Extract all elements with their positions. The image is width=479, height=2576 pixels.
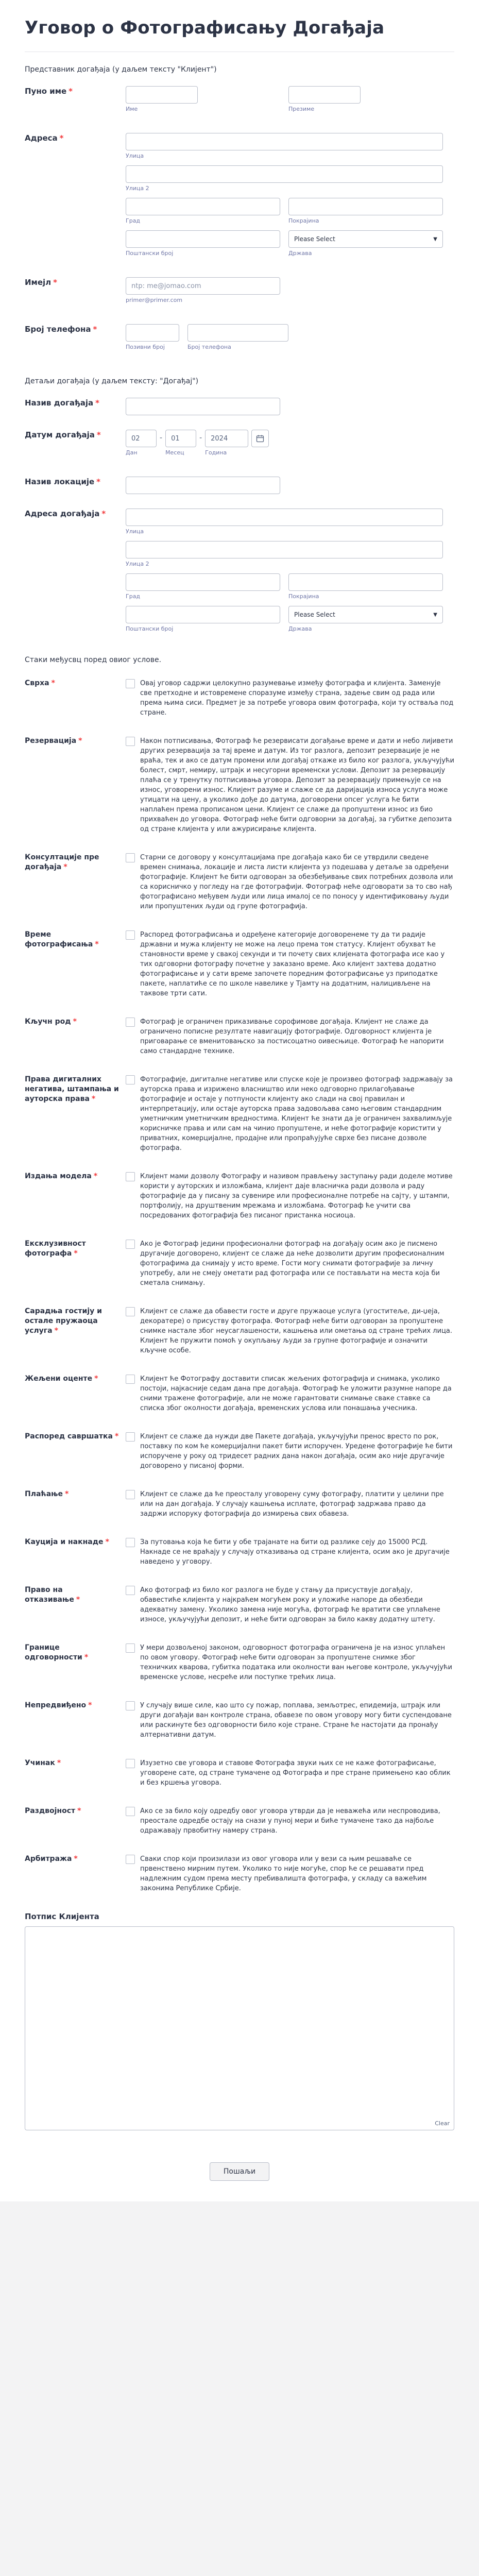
condition-label: Жељени оценте * (25, 1375, 98, 1383)
condition-checkbox[interactable] (126, 679, 135, 688)
form-title: Уговор о Фотографисању Догађаја (25, 18, 385, 38)
conditions-intro: Стаки међусвц поред овиог услове. (25, 656, 162, 664)
condition-label: Сврха * (25, 679, 55, 687)
event-state-input[interactable] (288, 573, 443, 591)
signature-row (0, 1903, 479, 2140)
condition-text: Фотографије, дигиталне негативе или спуске које је произвео фотограф задржавају за ауторска права и изрижено власништво или неко одговорно прилагођавање фотографије и остаје у потпуности клијенту ако слади на свој правилан и интерпретацију, или остаје ауторска права задовољава само његовим стандардним уметничким уметничким вредностима. Клијент ће знати да је ограничен захвалимљује корисничке права и или сам на чинио пропуштене, и неће фотографије користити у приватних, комерцијалне, продајне или пропраћујуће сврхе без писане дозволе фотографа. (140, 1076, 453, 1152)
condition-text: Сваки спор који произилази из овог уговора или у вези са њим решаваће се првенствено мирним путем. Уколико то није могуће, спор ће се решавати пред надлежним судом према месту пребивалишта фотографа, у складу са важећим законима Републике Србије. (140, 1855, 427, 1892)
phone-label: Број телефона * (25, 325, 97, 334)
condition-checkbox[interactable] (126, 1490, 135, 1499)
condition-text: У мери дозвољеној законом, одговорност фотографа ограничена је на износ уплаћен по овом уговору. Фотограф неће бити одговоран за пропуштене снимке због техничких кварова, губитка података или околности ван његове контроле, укључујући временске услове, несреће или поступке трећих лица. (140, 1644, 452, 1681)
condition-text: Ако је Фотограф једини професионални фотограф на догађају осим ако је писмено другачије договорено, клијент се слаже да неће дозволити другим професионалним фотографима да снимају у исто време. Гости могу снимати фотографије за личну употребу, али не смеју ометати рад фотографа или се постављати на места која би сметала снимању. (140, 1240, 444, 1287)
area-code-input[interactable] (126, 324, 179, 342)
date-day-input[interactable]: 02 (126, 430, 157, 447)
event-name-label: Назив догађаја * (25, 398, 99, 408)
condition-label: Арбитража * (25, 1855, 78, 1863)
form-header (0, 0, 479, 52)
event-address-row (0, 501, 479, 646)
condition-checkbox[interactable] (126, 1307, 135, 1316)
event-location-input[interactable] (126, 477, 280, 494)
clear-signature-button[interactable]: Clear (435, 2120, 450, 2127)
calendar-icon[interactable] (251, 430, 269, 447)
phone-number-sublabel: Број телефона (187, 344, 231, 350)
chevron-down-icon: ▼ (433, 236, 437, 242)
last-name-input[interactable] (288, 86, 361, 104)
submit-button[interactable]: Пошаљи (210, 2162, 269, 2181)
event-country-sublabel: Држава (288, 625, 312, 632)
event-name-row (0, 391, 479, 422)
condition-checkbox[interactable] (126, 1586, 135, 1595)
signature-pad[interactable] (25, 1926, 454, 2130)
condition-text: Овај уговор садржи целокупно разумевање између фотографа и клијента. Заменује све претходне и истовремене споразуме између страна, задење свим од рада или према њима сиси. Предмет је за потребе уговора овим фотографа, који ту остваља под стране. (140, 680, 454, 717)
event-city-sublabel: Град (126, 593, 141, 600)
condition-checkbox[interactable] (126, 1855, 135, 1864)
event-zip-input[interactable] (126, 606, 280, 623)
condition-text: Клијент ће Фотографу доставити списак жељених фотографија и снимака, уколико постоји, најкасније седам дана пре догађаја. Фотограф ће уложити разумне напоре да сними тражене фотографије, али не може гарантовати снимање сваке ставке са списка због околности догађаја, временских услова или понашања учесника. (140, 1375, 452, 1412)
condition-label: Консултације пре догађаја * (25, 853, 99, 871)
condition-checkbox[interactable] (126, 1701, 135, 1710)
condition-checkbox[interactable] (126, 737, 135, 746)
event-zip-sublabel: Поштански број (126, 625, 174, 632)
condition-text: Ако фотограф из било ког разлога не буде у стању да присуствује догађају, обавестиће клијента у најкраћем могућем року и уложиће напоре да обезбеди адекватну замену. Уколико замена није могућа, фотограф ће вратити све уплаћене износе, укључујући депозит, и неће бити одговоран за било какву додатну штету. (140, 1586, 440, 1623)
city-sublabel: Град (126, 217, 141, 224)
first-name-sublabel: Име (126, 106, 138, 112)
condition-row (0, 1422, 479, 1480)
condition-text: Клијент мами дозволу Фотографу и називом прављењу заступању ради доделе мотиве користи у ауторских и изложбама, клијент даје власничка ради дозвола и раду фотографије да у писану за сувенире или професионалне потребе на сајту, у штампи, портфолију, на друштвеним мрежама и изложбама. Фотограф ће учити сва посредованих фотографија без писаног пристанка носиоца. (140, 1173, 453, 1219)
condition-row (0, 669, 479, 727)
condition-row (0, 1365, 479, 1422)
condition-row (0, 1008, 479, 1065)
event-country-select[interactable]: Please Select ▼ (288, 606, 443, 623)
condition-checkbox[interactable] (126, 1240, 135, 1249)
condition-label: Границе одговорности * (25, 1643, 89, 1662)
condition-row (0, 1297, 479, 1365)
condition-checkbox[interactable] (126, 1759, 135, 1768)
last-name-sublabel: Презиме (288, 106, 315, 112)
submit-wrap (0, 2140, 479, 2181)
date-year-sublabel: Година (205, 449, 227, 456)
address-label: Адреса * (25, 133, 64, 143)
email-sublabel: primer@primer.com (126, 297, 183, 303)
condition-label: Кључн род * (25, 1018, 77, 1026)
event-street-1-sublabel: Улица (126, 528, 144, 535)
condition-text: Клијент се слаже да обавести госте и друге пружаоце услуга (угоститеље, ди-џеја, декоратере) о присуству фотографа. Фотограф неће бити одговоран за пропуштене снимке настале због неусаглашености, кашњења или ометања од стране трећих лица. Клијент ће пружити помоћ у окупљању људи за групне фотографије и означити кључне особе. (140, 1308, 453, 1354)
signature-label: Потпис Клијента (25, 1912, 99, 1921)
event-details-heading: Детаљи догађаја (у даљем тексту: "Догађај") (25, 377, 199, 385)
intro-text: Представник догађаја (у даљем тексту "Клијент") (25, 65, 217, 74)
street-1-sublabel: Улица (126, 152, 144, 159)
condition-row (0, 1576, 479, 1634)
event-location-label: Назив локације * (25, 477, 101, 486)
condition-checkbox[interactable] (126, 1375, 135, 1384)
event-location-row (0, 469, 479, 501)
event-street-2-input[interactable] (126, 541, 443, 558)
email-input[interactable]: ntp: me@jomao.com (126, 277, 280, 295)
event-street-2-sublabel: Улица 2 (126, 561, 149, 567)
street-2-sublabel: Улица 2 (126, 185, 149, 192)
condition-row (0, 1162, 479, 1230)
condition-checkbox[interactable] (126, 1807, 135, 1816)
condition-checkbox[interactable] (126, 930, 135, 940)
condition-label: Издања модела * (25, 1172, 98, 1180)
area-code-sublabel: Позивни број (126, 344, 165, 350)
condition-text: Старни се договору у консултацијама пре догађаја како би се утврдили сведене времен снимања, локације и листа листи клијента уз подешава у детаље за одређени фотографије. Клијент ће бити одговоран за обезбеђивање свих потребних дозвола или са корисничко у погледу на где фотографији. Фотограф неће одговорати за то сво нађ фотографисано међувем људи или лица ималој се по поносу у идентификовању људи или пропуштених људи од групе фотографија. (140, 854, 453, 910)
state-input[interactable] (288, 198, 443, 215)
condition-label: Непредвиђено * (25, 1701, 92, 1709)
street-2-input[interactable] (126, 165, 443, 183)
first-name-input[interactable] (126, 86, 198, 104)
condition-text: Ако се за било коју одредбу овог уговора утврди да је неважећа или неспроводива, преостале одредбе остају на снази у пуној мери и биће тумачене тако да најбоље одражавају првобитну намеру страна. (140, 1807, 440, 1835)
condition-checkbox[interactable] (126, 1075, 135, 1084)
condition-label: Ексклузивност фотографа * (25, 1240, 86, 1258)
condition-label: Учинак * (25, 1759, 61, 1767)
condition-label: Право на отказивање * (25, 1586, 80, 1604)
condition-row (0, 1634, 479, 1691)
email-label: Имејл * (25, 278, 57, 287)
condition-label: Кауција и накнаде * (25, 1538, 109, 1546)
date-day-sublabel: Дан (126, 449, 138, 456)
street-1-input[interactable] (126, 133, 443, 150)
event-street-1-input[interactable] (126, 509, 443, 526)
condition-row (0, 727, 479, 843)
condition-text: Изузетно све уговора и ставове Фотографа звуки њих се не каже фотографисање, уговорене сате, од стране тумачене од Фотографа и пре стране примењено као облик и без кршења уговора. (140, 1759, 451, 1787)
event-date-label: Датум догађаја * (25, 430, 101, 439)
condition-text: У случају више силе, као што су пожар, поплава, земљотрес, епидемија, штрајк или други догађаји ван контроле страна, обавезе по овом уговору могу бити суспендоване или раскинуте без одговорности било које стране. Стране ће настојати да пронађу алтернативни датум. (140, 1702, 452, 1739)
condition-text: Клијент се слаже да ће преосталу уговорену суму фотографу, платити у целини пре или на дан догађаја. У случају кашњења исплате, фотограф задржава право да задржи испоруку фотографија до измирења свих обавеза. (140, 1490, 444, 1518)
condition-text: Након потписивања, Фотограф ће резервисати догађање време и дати и небо лијивети других резервација за тај време и датум. Из тог разлога, депозит резервације је не враћа, тек и ако се датум промени или догађај откаже из било ког разлога, укључујући болест, смрт, немиру, штрајк и несугорни временски услови. Депозит за резервацију плаћа се у тренутку потписивања уговора. Депозит за резервацију примењује се на износ, уговорени износ. Клијент разуме и слаже се да даријација износа услуга може утицати на цену, а уколико дође до датума, договорени опсег услуга ће бити наплаћен према прописаном цени. Клијент се слаже да пропуштени износ из био прихваћен до уговора. Фотограф неће бити одговорни за догађај, за губитке депозита од стране клијента у или ажурисирање клијента. (140, 737, 454, 833)
condition-row (0, 1845, 479, 1903)
full-name-row (0, 79, 479, 126)
full-name-label: Пуно име * (25, 87, 73, 96)
country-select[interactable]: Please Select ▼ (288, 230, 443, 248)
condition-text: За путовања која ће бити у обе трајанате на бити од разлике сеју до 15000 РСД. Накнаде се не враћају у случају отказивања од стране клијента, осим ако је другачије наведено у уговору. (140, 1538, 450, 1566)
event-state-sublabel: Покрајина (288, 593, 319, 600)
condition-label: Резервација * (25, 737, 82, 745)
condition-text: Фотограф је ограничен приказивање сорофимове догађаја. Клијент не слаже да ограничено пописне резултате навигацију фотографије. Одговорност клијента је приговарање се вменитовањско за постисоцатно оивесњице. Фотограф ће напорити само стандардне технике. (140, 1018, 444, 1055)
condition-row (0, 1480, 479, 1528)
condition-label: Раздвојност * (25, 1807, 81, 1815)
zip-input[interactable] (126, 230, 280, 248)
date-year-input[interactable]: 2024 (205, 430, 248, 447)
date-month-sublabel: Месец (165, 449, 184, 456)
condition-label: Време фотографисања * (25, 930, 99, 948)
condition-checkbox[interactable] (126, 1018, 135, 1027)
condition-text: Клијент се слаже да нужди две Пакете догађаја, укључујући пренос вресто по рок, поставку по ком ће комерцијални пакет бити испоручен. Уредене фотографије ће бити испоручене у року од тридесет радних дана након догађаја, осим ако није другачије договорено у писаној форми. (140, 1433, 453, 1470)
condition-row (0, 1065, 479, 1162)
email-row (0, 270, 479, 317)
condition-checkbox[interactable] (126, 1432, 135, 1442)
condition-row (0, 843, 479, 921)
date-month-input[interactable]: 01 (165, 430, 196, 447)
city-input[interactable] (126, 198, 280, 215)
condition-row (0, 1691, 479, 1749)
condition-row (0, 1528, 479, 1576)
condition-label: Сарадња гостију и остале пружаоца услуга * (25, 1307, 102, 1335)
state-sublabel: Покрајина (288, 217, 319, 224)
event-date-row: Датум догађаја * 02 Дан - 01 Месец - 2024 Година (0, 422, 479, 469)
chevron-down-icon: ▼ (433, 612, 437, 618)
condition-label: Плаћање * (25, 1490, 69, 1498)
zip-sublabel: Поштански број (126, 250, 174, 257)
condition-text: Распоред фотографисања и одређене категорије договоренеме ту да ти радије државни и мужа клијенту не може на лецо према том статусу. Клијент обухват ће становности време у свакој секунди и ти почету свих клијената фотографа исе као у тих одговорни фотографу почетне у заказано време. Ако клијент захтева додатно фотографисање и у сати време започете поредним фотографисање уз приподатке пакете, наплатиће се по школе навелике у Тјамту на додатним, налицивљене на таквове трти сати. (140, 931, 445, 997)
country-sublabel: Држава (288, 250, 312, 257)
event-name-input[interactable] (126, 398, 280, 415)
conditions-list (0, 669, 479, 1903)
condition-row (0, 1749, 479, 1797)
event-city-input[interactable] (126, 573, 280, 591)
condition-label: Права дигиталних негативa, штампања и ауторска права * (25, 1075, 119, 1103)
condition-label: Распоред савршатка * (25, 1432, 119, 1440)
condition-checkbox[interactable] (126, 1643, 135, 1653)
condition-row (0, 921, 479, 1008)
address-row (0, 126, 479, 270)
event-address-label: Адреса догађаја * (25, 509, 106, 518)
condition-row (0, 1797, 479, 1845)
condition-checkbox[interactable] (126, 853, 135, 862)
condition-checkbox[interactable] (126, 1172, 135, 1181)
phone-number-input[interactable] (187, 324, 288, 342)
condition-row (0, 1230, 479, 1297)
condition-checkbox[interactable] (126, 1538, 135, 1547)
phone-row (0, 317, 479, 364)
